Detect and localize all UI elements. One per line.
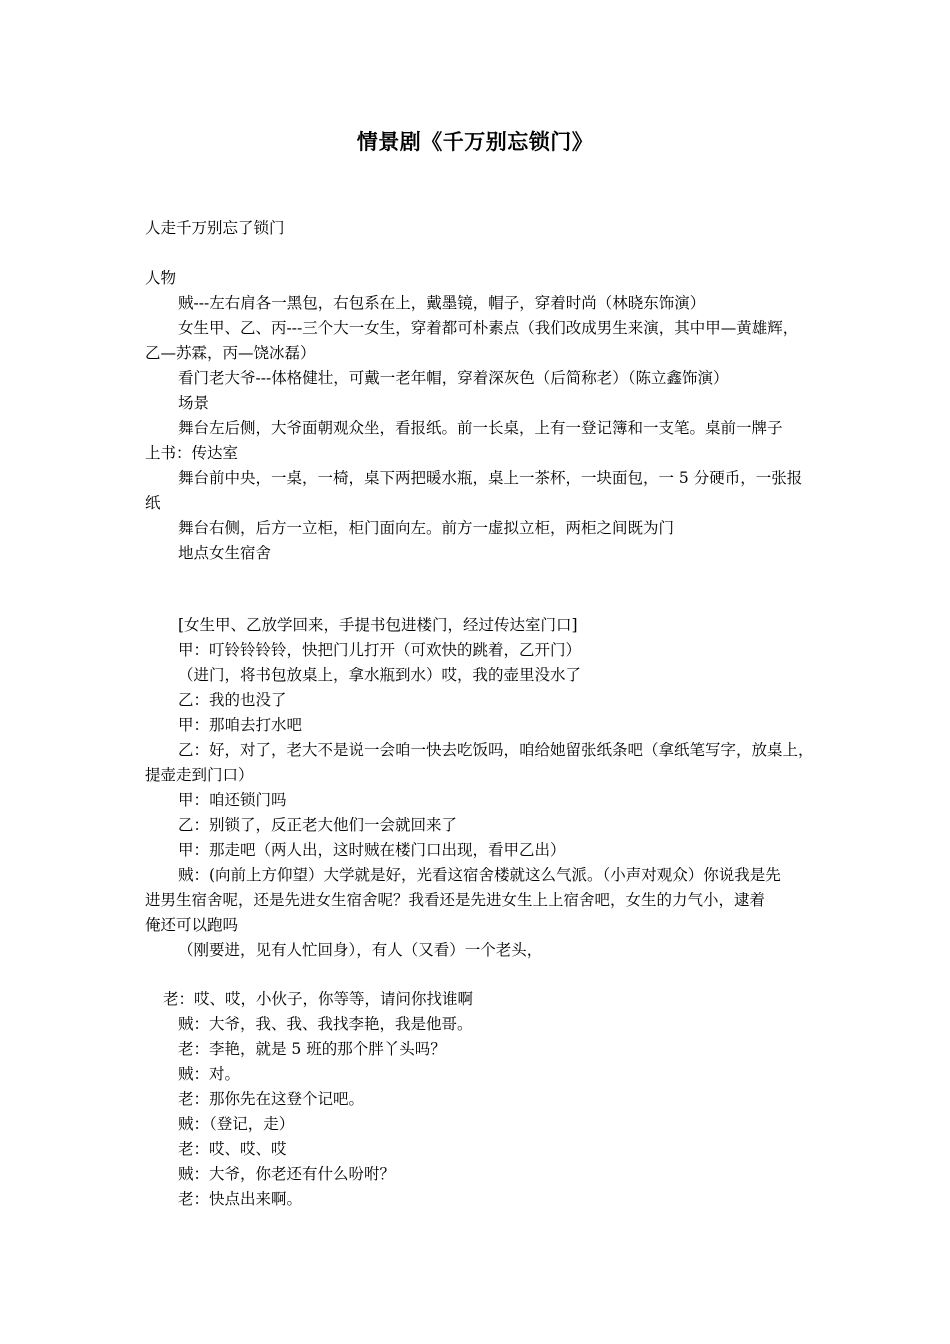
dialogue-line: 老：李艳，就是 5 班的那个胖丫头吗？ [178,1040,446,1058]
dialogue-line: 贼：（登记，走） [178,1115,295,1133]
dialogue-line: 乙：好，对了，老大不是说一会咱一快去吃饭吗，咱给她留张纸条吧（拿纸笔写字，放桌上， [178,741,814,759]
dialogue-line: 甲：那走吧（两人出，这时贼在楼门口出现，看甲乙出） [178,841,566,859]
dialogue-line: 俺还可以跑吗 [145,916,239,934]
dialogue-line: 甲：咱还锁门吗 [178,791,287,809]
dialogue-line: 甲：那咱去打水吧 [178,716,303,734]
subtitle: 人走千万别忘了锁门 [145,219,285,237]
dialogue-line: 甲：叮铃铃铃铃，快把门儿打开（可欢快的跳着，乙开门） [178,641,582,659]
characters-heading: 人物 [145,269,177,287]
dialogue-line: 贼：对。 [178,1065,241,1083]
scene-heading: 场景 [178,394,210,412]
dialogue-line: 老：那你先在这登个记吧。 [178,1090,365,1108]
script-section-b [145,987,813,1212]
page-title: 情景剧《千万别忘锁门》 [356,130,594,154]
scene-line: 舞台前中央，一桌，一椅，桌下两把暖水瓶，桌上一茶杯，一块面包，一 5 分硬币，一张报 [178,469,803,487]
scene-line: 上书：传达室 [145,444,239,462]
dialogue-line: 老：快点出来啊。 [178,1190,303,1208]
script-section-a [145,613,813,963]
intro-section [145,216,813,566]
dialogue-line: 提壶走到门口） [145,766,254,784]
location-line: 地点女生宿舍 [178,544,272,562]
character-line: 乙—苏霖，丙—饶冰磊） [145,344,316,362]
stage-direction: [女生甲、乙放学回来，手提书包进楼门，经过传达室门口] [178,616,578,634]
dialogue-line: 乙：我的也没了 [178,691,287,709]
character-line: 贼---左右肩各一黑包，右包系在上，戴墨镜，帽子，穿着时尚（林晓东饰演） [178,294,706,312]
scene-line: 舞台左后侧，大爷面朝观众坐，看报纸。前一长桌，上有一登记簿和一支笔。桌前一牌子 [178,419,783,437]
dialogue-line: （进门，将书包放桌上，拿水瓶到水）哎，我的壶里没水了 [178,666,582,684]
dialogue-line: 乙：别锁了，反正老大他们一会就回来了 [178,816,458,834]
dialogue-line: 老：哎、哎，小伙子，你等等，请问你找谁啊 [163,990,474,1008]
character-line: 女生甲、乙、丙---三个大一女生，穿着都可朴素点（我们改成男生来演，其中甲—黄雄辉， [178,319,799,337]
dialogue-line: 贼：大爷，你老还有什么吩咐？ [178,1165,396,1183]
character-line: 看门老大爷---体格健壮，可戴一老年帽，穿着深灰色（后简称老）（陈立鑫饰演） [178,369,729,387]
dialogue-line: 进男生宿舍呢，还是先进女生宿舍呢？我看还是先进女生上上宿舍吧，女生的力气小，逮着 [145,891,766,909]
dialogue-line: 贼：(向前上方仰望）大学就是好，光看这宿舍楼就这么气派。（小声对观众）你说我是先 [178,866,781,884]
dialogue-line: 贼：大爷，我、我、我找李艳，我是他哥。 [178,1015,473,1033]
dialogue-line: （刚要进，见有人忙回身），有人（又看）一个老头， [178,941,543,959]
scene-line: 舞台右侧，后方一立柜，柜门面向左。前方一虚拟立柜，两柜之间既为门 [178,519,675,537]
scene-line: 纸 [145,494,161,512]
dialogue-line: 老：哎、哎、哎 [178,1140,287,1158]
